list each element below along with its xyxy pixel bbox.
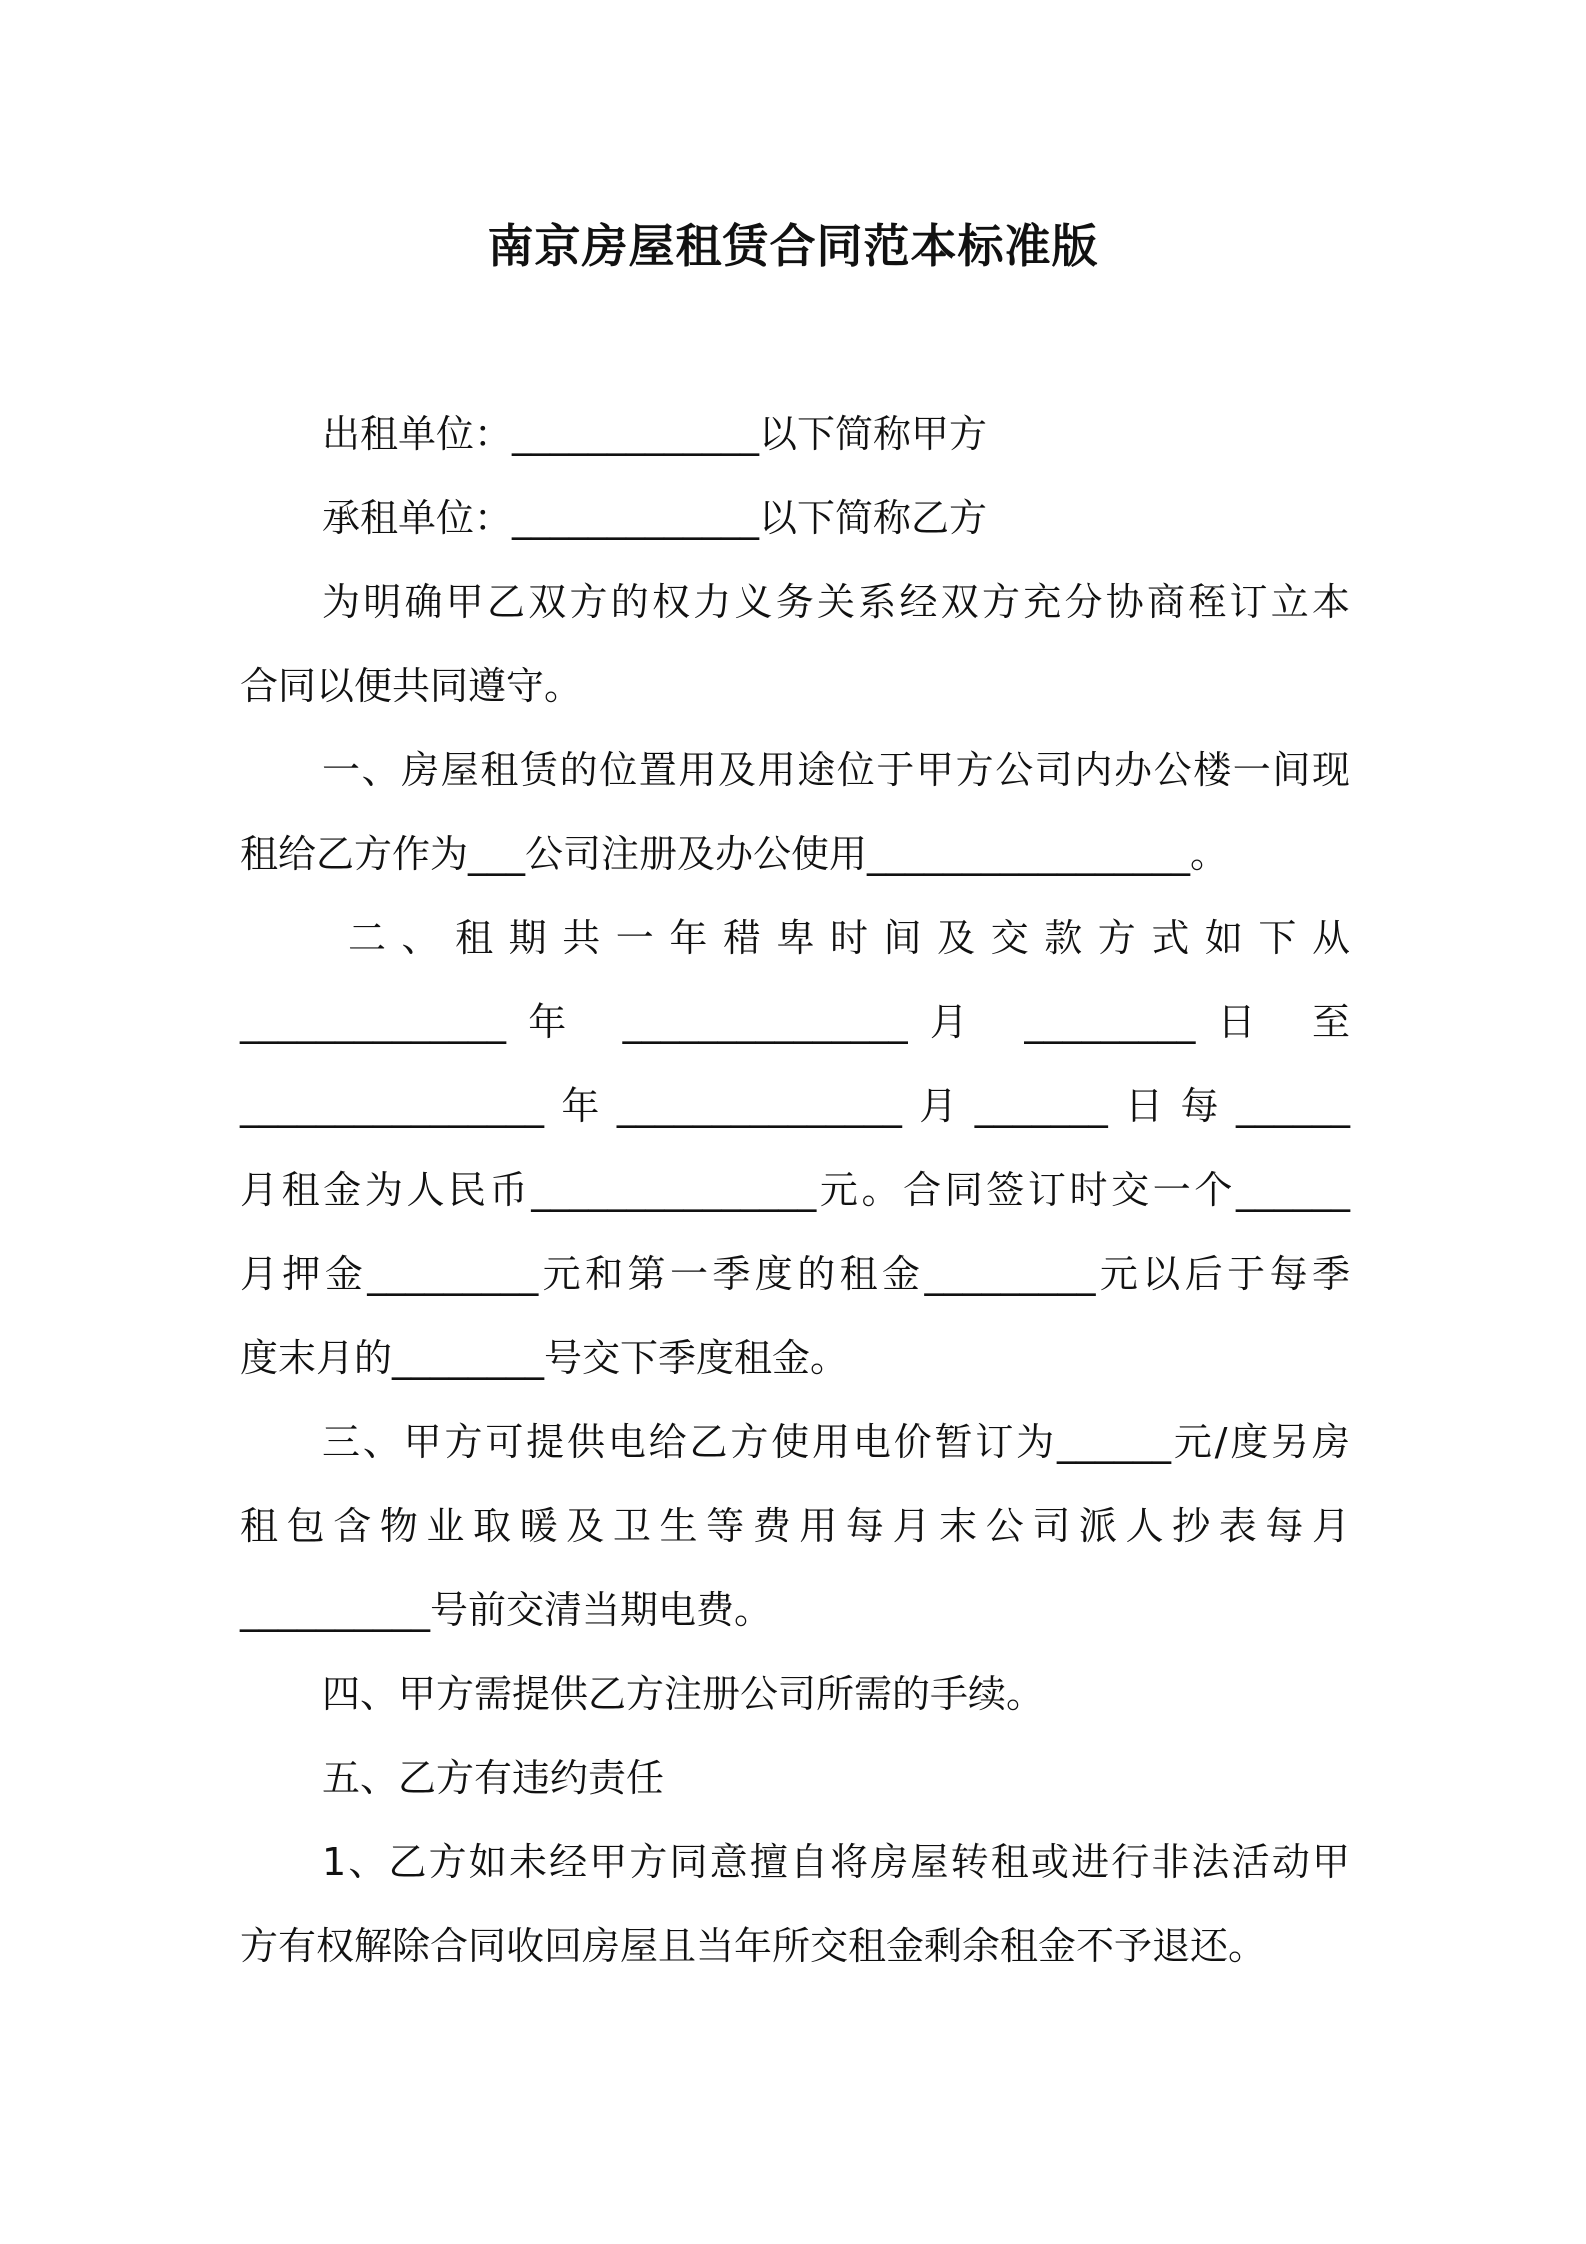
lessee-line: 承租单位：_____________以下简称乙方 [322, 496, 988, 540]
lessor-line: 出租单位：_____________以下简称甲方 [322, 412, 988, 456]
clause-5-1-line-2: 方有权解除合同收回房屋且当年所交租金剩余租金不予退还。 [240, 1924, 1267, 1968]
clause-2-line-6: 度末月的________号交下季度租金。 [240, 1336, 849, 1380]
clause-5-heading: 五、乙方有违约责任 [322, 1756, 665, 1800]
clause-3-line-3: __________号前交清当期电费。 [240, 1588, 773, 1632]
clause-1-line-2: 租给乙方作为___公司注册及办公使用_________________。 [240, 832, 1229, 876]
preamble-line-2: 合同以便共同遵守。 [240, 664, 583, 708]
clause-5-1-line-1: 1、乙方如未经甲方同意擅自将房屋转租或进行非法活动甲 [322, 1840, 1350, 1884]
document-title: 南京房屋租赁合同范本标准版 [487, 219, 1099, 273]
preamble-line-1: 为明确甲乙双方的权力义务关系经双方充分协商秷订立本 [322, 580, 1350, 624]
clause-2-line-2: ______________年 _______________月 _________日 至 [240, 1000, 1350, 1044]
clause-2-line-1: 二、租期共一年稓卑时间及交款方式如下从 [348, 916, 1350, 960]
clause-2-line-3: ________________年_______________月_______日每______ [240, 1084, 1350, 1128]
clause-4: 四、甲方需提供乙方注册公司所需的手续。 [322, 1672, 1045, 1716]
clause-3-line-1: 三、甲方可提供电给乙方使用电价暂订为______元/度另房 [322, 1420, 1350, 1464]
clause-3-line-2: 租包含物业取暖及卫生等费用每月末公司派人抄表每月 [240, 1504, 1350, 1548]
clause-2-line-5: 月押金_________元和第一季度的租金_________元以后于每季 [240, 1252, 1350, 1296]
clause-1-line-1: 一、房屋租赁的位置用及用途位于甲方公司内办公楼一间现 [322, 748, 1350, 792]
clause-2-line-4: 月租金为人民币_______________元。合同签订时交一个______ [240, 1168, 1350, 1212]
